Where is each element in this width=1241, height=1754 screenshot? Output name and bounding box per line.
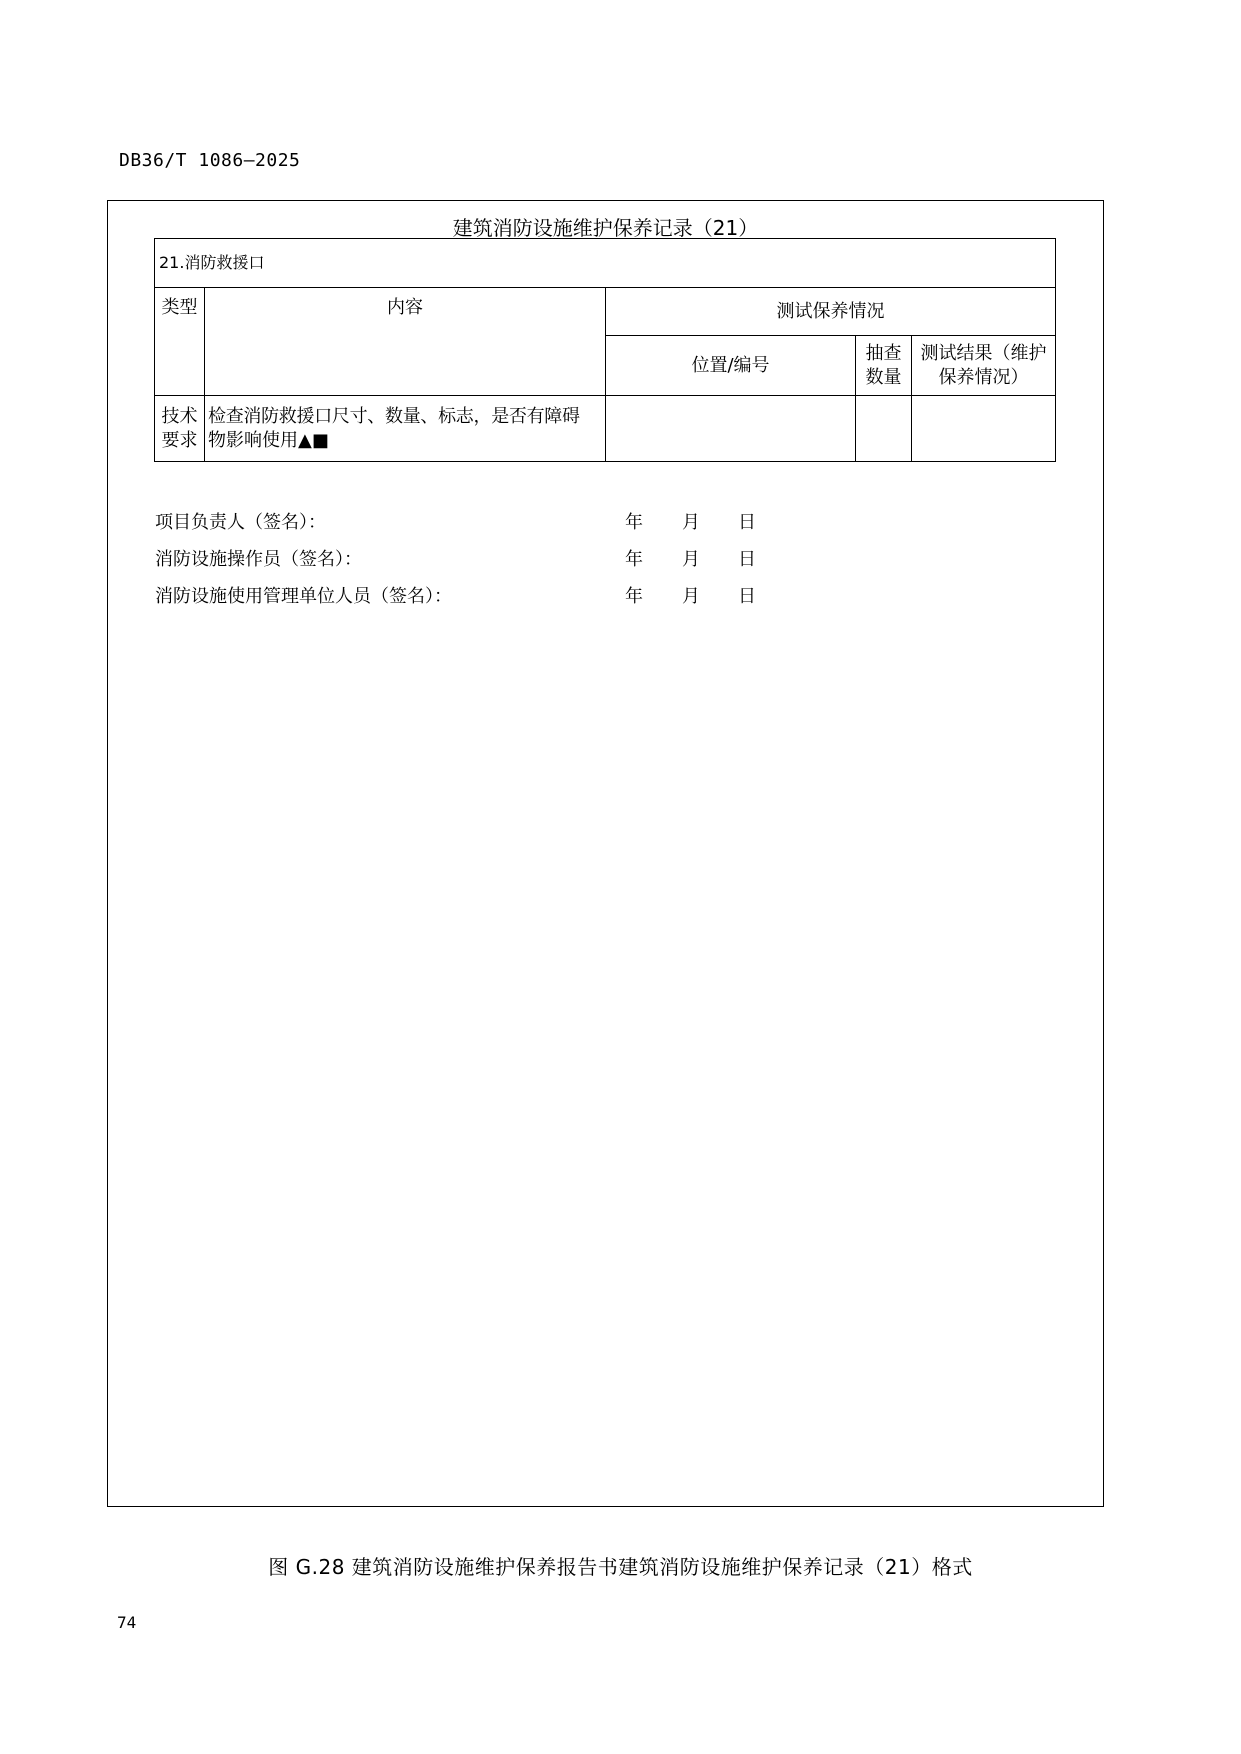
signature-row-management-unit xyxy=(155,582,855,619)
column-header-result-line2: 保养情况） xyxy=(938,366,1029,388)
row-content-line2: 物影响使用▲■ xyxy=(208,429,329,451)
section-title: 21.消防救援口 xyxy=(155,239,1056,288)
page-number: 74 xyxy=(117,1613,137,1632)
table-row xyxy=(155,396,1056,462)
row-sample-cell[interactable] xyxy=(856,396,912,462)
record-form-frame xyxy=(107,200,1104,1507)
section-row xyxy=(155,239,1056,288)
column-header-content xyxy=(205,288,606,396)
signature-label: 消防设施操作员（签名）： xyxy=(155,549,362,570)
column-header-location: 位置/编号 xyxy=(606,336,856,396)
column-header-sample-line1: 抽查 xyxy=(865,342,902,364)
row-type-line1: 技术 xyxy=(161,405,198,427)
signature-row-operator xyxy=(155,545,855,582)
column-header-sample-line2: 数量 xyxy=(865,366,902,388)
header-row-1 xyxy=(155,288,1056,336)
row-type-line2: 要求 xyxy=(161,429,198,451)
column-header-content-label: 内容 xyxy=(387,297,423,318)
signature-month: 月 xyxy=(682,549,700,570)
signature-month: 月 xyxy=(682,512,700,533)
signature-label: 消防设施使用管理单位人员（签名）： xyxy=(155,586,452,607)
document-code: DB36/T 1086—2025 xyxy=(119,150,301,171)
row-content-cell xyxy=(205,396,606,462)
signature-month: 月 xyxy=(682,586,700,607)
row-result-cell[interactable] xyxy=(912,396,1056,462)
row-location-cell[interactable] xyxy=(606,396,856,462)
row-type-cell xyxy=(155,396,205,462)
column-header-sample xyxy=(856,336,912,396)
signature-day: 日 xyxy=(738,549,756,570)
signature-day: 日 xyxy=(738,586,756,607)
row-content-line1: 检查消防救援口尺寸、数量、标志，是否有障碍 xyxy=(208,405,580,427)
signature-year: 年 xyxy=(625,512,643,533)
column-header-type-label: 类型 xyxy=(161,297,198,318)
form-title: 建筑消防设施维护保养记录（21） xyxy=(452,216,759,240)
maintenance-record-table xyxy=(154,238,1056,462)
signature-year: 年 xyxy=(625,586,643,607)
column-header-result-line1: 测试结果（维护 xyxy=(920,342,1047,364)
signature-row-project-leader xyxy=(155,508,855,545)
signature-block xyxy=(155,508,855,619)
column-header-type xyxy=(155,288,205,396)
column-header-test-group: 测试保养情况 xyxy=(606,288,1056,336)
signature-label: 项目负责人（签名）： xyxy=(155,512,326,533)
figure-caption: 图 G.28 建筑消防设施维护保养报告书建筑消防设施维护保养记录（21）格式 xyxy=(268,1555,973,1579)
signature-day: 日 xyxy=(738,512,756,533)
column-header-result xyxy=(912,336,1056,396)
signature-year: 年 xyxy=(625,549,643,570)
